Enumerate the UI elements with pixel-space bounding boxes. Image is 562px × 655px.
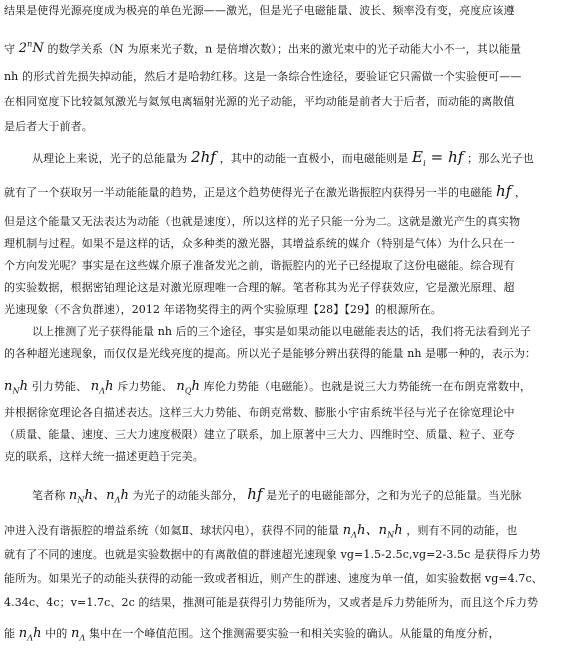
text-fragment: ，其中的动能一直极小，而电磁能则是 [219, 152, 409, 165]
text-line: 就有了不同的速度。也就是实验数据中的有离散值的群速超光速现象 vg=1.5-2.5c,vg=2-3.5c 是获得斥力势 [4, 548, 541, 561]
text-fragment: 守 [4, 42, 16, 56]
text-fragment: 冲进入没有谐振腔的增益系统（如氦Ⅱ、球状闪电），获得不同的能量 [4, 524, 340, 537]
gained-energy-formula: $n_\Lambda h$、$n_Nh$ [342, 524, 403, 540]
text-line: 以上推测了光子获得能量 nh 后的三个途径，事实是如果动能以电磁能表达的话，我们将无法看到光子 [32, 325, 531, 338]
text-line: 的实验数据，根据密铂理论这是对激光原理唯一合理的解。笔者称其为光子俘获效应，它是激光原理、超 [4, 281, 515, 294]
text-fragment: 库伦力势能（电磁能）。也就是说三大力势能统一在布朗克常数中， [203, 380, 532, 393]
text-fragment: ，则有不同的动能，也 [406, 524, 518, 537]
text-line: 能所为。如果光子的动能头获得的动能一致或者相近，则产生的群速、速度为单一值，如实验数据 vg=4.7c、 [4, 572, 543, 585]
text-line: 是后者大于前者。 [4, 120, 93, 133]
text-line-with-formula [4, 524, 560, 543]
hf-formula-2: hf [247, 487, 263, 503]
text-fragment: 为光子的动能头部分， [132, 489, 244, 502]
text-fragment: 就有了一个获取另一半动能能量的趋势，正是这个趋势使得光子在激光谐振腔内获得另一半的电磁能 [4, 186, 493, 199]
text-line: nh 的形式首先损失掉动能，然后才是哈勃红移。这是一条综合性途径，要验证它只需做一个实验便可—— [4, 70, 522, 83]
text-line: 4.34c、4c；v=1.7c、2c 的结果，推测可能是获得引力势能所为，又或者是斥力势能所为，而且这个斥力势 [4, 596, 539, 609]
text-line: 光速现象（不含负群速），2012 年诺物奖得主的两个实验原理【28】【29】的根源所在。 [4, 303, 442, 316]
text-line: 克的联系，这样大统一描述更趋于完美。 [4, 450, 204, 463]
coulomb-energy-formula: $n_Qh$ [176, 380, 201, 396]
repulsion-symbol: $n_\Lambda$ [71, 627, 86, 643]
text-line-with-formula [4, 380, 560, 399]
text-line: 在相同宽度下比较氦氖激光与氦氖电离辐射光源的光子动能，平均动能是前者大于后者，而动能的离散值 [4, 95, 515, 108]
text-line-with-formula [4, 627, 560, 646]
text-fragment: ；那么光子也 [467, 152, 534, 165]
repulsion-energy-formula: $n_\Lambda h$ [90, 380, 114, 396]
text-line: 的各种超光速现象，而仅仅是光线亮度的提高。所以光子是能够分辨出获得的能量 nh 是哪一种的，表示为： [4, 347, 537, 360]
hf-formula: hf [496, 184, 512, 200]
text-fragment: 中的 [45, 627, 68, 640]
text-line: 个方向发光呢？事实是在这些媒介原子准备发光之前，谐振腔内的光子已经提取了这份电磁能。综合现有 [4, 259, 515, 272]
text-line-with-formula [4, 38, 560, 56]
text-fragment: 笔者称 [32, 489, 66, 502]
text-fragment: 是光子的电磁能部分，之和为光子的总能量。当光脉 [266, 489, 522, 502]
kinetic-energy-formula: $n_Nh$、$n_\Lambda h$ [68, 488, 129, 505]
text-fragment: 斥力势能、 [117, 380, 173, 393]
gravity-energy-formula: $n_Nh$ [4, 380, 29, 396]
text-fragment: 集中在一个峰值范围。这个推测需要实验一和相关实验的确认。从能量的角度分析， [88, 627, 500, 640]
text-line: 但是这个能量又无法表达为动能（也就是速度），所以这样的光子只能一分为二。这就是激光产生的真实物 [4, 215, 521, 228]
text-line-with-formula [32, 487, 560, 508]
total-energy-formula: 2hf [191, 150, 217, 166]
text-fragment: 的数学关系（N 为原来光子数，n 是倍增次数）；出来的激光束中的光子动能大小不一，其以能量 [47, 42, 522, 56]
text-fragment: 能 [4, 627, 16, 640]
text-line: 并根据徐宽理论各自描述表达。这样三大力势能、布朗克常数、膨胀小宇宙系统半径与光子在徐宽理论中 [4, 406, 515, 419]
text-line: 理机制与过程。如果不是这样的话，众多种类的激光器，其增益系统的媒介（特别是气体）为什么只在一 [4, 237, 515, 250]
text-fragment: 引力势能、 [31, 380, 88, 393]
text-fragment: 从理论上来说，光子的总能量为 [32, 152, 188, 165]
repulsion-energy-formula-2: $n_\Lambda h$ [18, 627, 42, 643]
text-line: （质量、能量、速度、三大力速度极限）建立了联系，加上原著中三大力、四维时空、质量、粒子、亚夸 [4, 428, 515, 441]
text-line: 结果是使得光源亮度成为极亮的单色光源——激光，但是光子电磁能量、波长、频率没有变，亮度应该遵 [4, 4, 515, 17]
power-formula: 2$^n$N [18, 40, 44, 57]
electromagnetic-energy-formula: $E_i$ = hf [412, 150, 464, 168]
text-line-with-formula [32, 150, 560, 171]
text-fragment: ， [515, 186, 527, 199]
text-line-with-formula [4, 184, 560, 200]
